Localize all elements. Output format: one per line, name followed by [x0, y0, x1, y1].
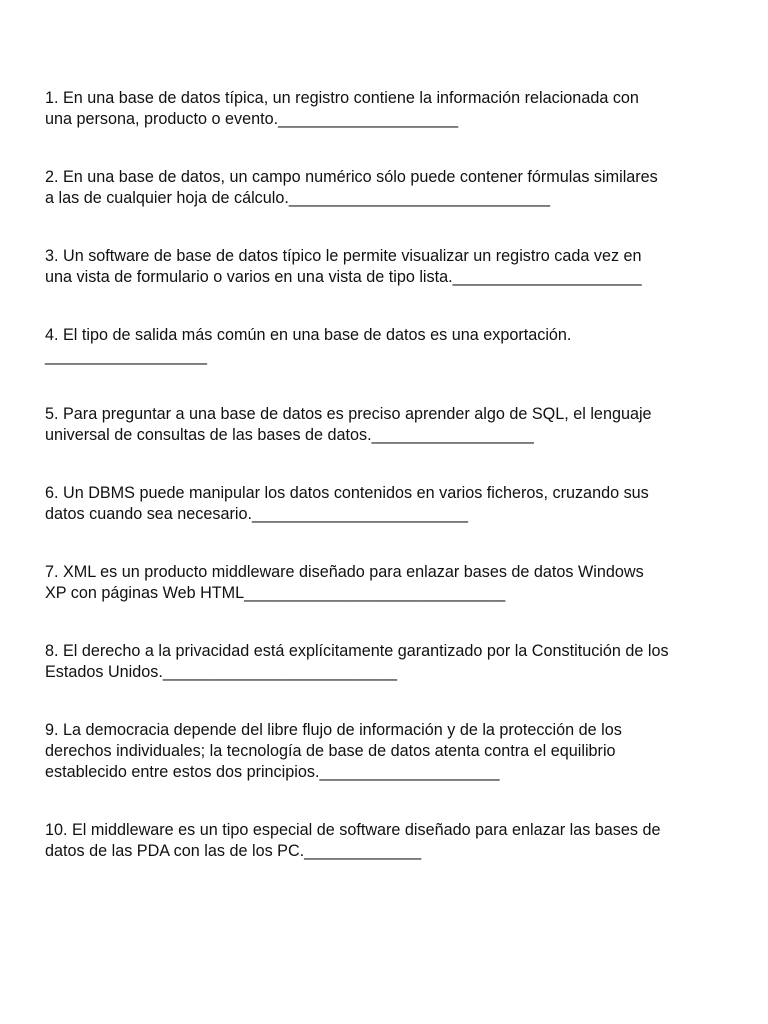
question-text-line: derechos individuales; la tecnología de base de datos atenta contra el equilibrio [45, 742, 616, 760]
question-text-line: una vista de formulario o varios en una vista de tipo lista._____________________ [45, 268, 642, 286]
question-text-line: 4. El tipo de salida más común en una base de datos es una exportación. [45, 326, 572, 344]
question-text-line: XP con páginas Web HTML_____________________________ [45, 584, 506, 602]
question-item [45, 562, 735, 604]
question-list [45, 88, 735, 899]
question-text-line: datos de las PDA con las de los PC._____________ [45, 842, 422, 860]
question-item [45, 720, 735, 783]
question-item [45, 167, 735, 209]
question-text-line: 6. Un DBMS puede manipular los datos contenidos en varios ficheros, cruzando sus [45, 484, 649, 502]
question-item [45, 820, 735, 862]
question-text-line: datos cuando sea necesario.________________________ [45, 505, 469, 523]
question-text-line: __________________ [45, 347, 208, 365]
question-item [45, 88, 735, 130]
question-item [45, 483, 735, 525]
question-item [45, 404, 735, 446]
question-text-line: 1. En una base de datos típica, un registro contiene la información relacionada con [45, 89, 639, 107]
question-text-line: 5. Para preguntar a una base de datos es preciso aprender algo de SQL, el lenguaje [45, 405, 652, 423]
question-text-line: a las de cualquier hoja de cálculo._____________________________ [45, 189, 550, 207]
question-text-line: una persona, producto o evento.____________________ [45, 110, 459, 128]
question-text-line: 8. El derecho a la privacidad está explícitamente garantizado por la Constitución de los [45, 642, 669, 660]
question-text-line: 2. En una base de datos, un campo numérico sólo puede contener fórmulas similares [45, 168, 658, 186]
question-text-line: 10. El middleware es un tipo especial de software diseñado para enlazar las bases de [45, 821, 661, 839]
question-text-line: 7. XML es un producto middleware diseñado para enlazar bases de datos Windows [45, 563, 644, 581]
question-text-line: universal de consultas de las bases de datos.__________________ [45, 426, 534, 444]
question-text-line: 3. Un software de base de datos típico le permite visualizar un registro cada vez en [45, 247, 642, 265]
question-text-line: 9. La democracia depende del libre flujo de información y de la protección de los [45, 721, 622, 739]
question-item [45, 641, 735, 683]
question-item [45, 246, 735, 288]
question-item [45, 325, 735, 367]
question-text-line: Estados Unidos.__________________________ [45, 663, 397, 681]
question-text-line: establecido entre estos dos principios.____________________ [45, 763, 500, 781]
